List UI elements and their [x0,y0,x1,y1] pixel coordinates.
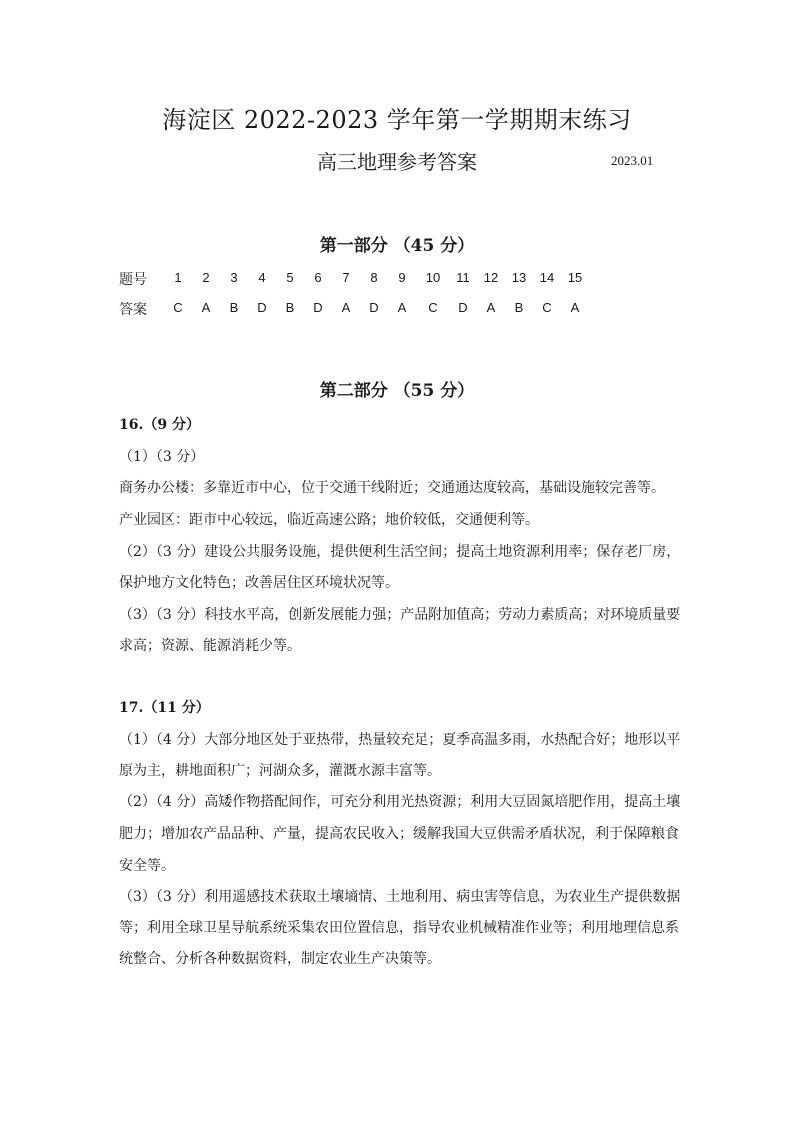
answer-label: 答案 [119,302,147,318]
answer-line: （2）（3 分）建设公共服务设施，提供便利生活空间；提高土地资源利用率；保存老厂房， [119,544,681,560]
question-number-cell: 15 [567,270,583,285]
question-number-label: 题号 [119,272,147,288]
question-number-cell: 13 [511,270,527,285]
answer-line: （2）（4 分）高矮作物搭配间作，可充分利用光热资源；利用大豆固氮培肥作用，提高土壤 [119,794,681,810]
answer-line: （1）（4 分）大部分地区处于亚热带，热量较充足；夏季高温多雨，水热配合好；地形以平 [119,732,681,748]
question-17-heading: 17.（11 分） [119,700,210,716]
question-number-cell: 2 [202,270,210,285]
question-number-cell: 3 [230,270,238,285]
answer-cell: B [229,300,239,315]
answer-cell: D [257,300,267,315]
question-number-cell: 8 [370,270,378,285]
question-number-cell: 11 [456,270,470,285]
answer-line: 产业园区：距市中心较远，临近高速公路；地价较低，交通便利等。 [119,512,539,528]
question-number-cell: 12 [483,270,499,285]
answer-line: 商务办公楼：多靠近市中心，位于交通干线附近；交通通达度较高，基础设施较完善等。 [119,480,665,496]
answer-line: 求高；资源、能源消耗少等。 [119,638,301,654]
answer-cell: D [458,300,468,315]
answer-cell: A [570,300,580,315]
answer-cell: B [285,300,295,315]
answer-cell: C [428,300,438,315]
part2-heading: 第二部分 （55 分） [319,381,475,401]
answer-cell: D [369,300,379,315]
answer-line: （3）（3 分）利用遥感技术获取土壤墒情、土地利用、病虫害等信息，为农业生产提供数据 [119,889,681,905]
answer-cell: A [486,300,496,315]
question-number-cell: 1 [174,270,182,285]
document-date: 2023.01 [611,153,654,168]
question-number-cell: 6 [314,270,322,285]
answer-cell: A [201,300,211,315]
answer-line: 安全等。 [119,858,175,874]
answer-line: 等；利用全球卫星导航系统采集农田位置信息，指导农业机械精准作业等；利用地理信息系 [119,920,679,936]
question-number-cell: 10 [425,270,441,285]
question-number-cell: 14 [539,270,555,285]
answer-line: （3）（3 分）科技水平高，创新发展能力强；产品附加值高；劳动力素质高；对环境质量要 [119,607,681,623]
answer-cell: D [313,300,323,315]
answer-cell: C [542,300,552,315]
question-number-cell: 7 [342,270,350,285]
answer-cell: B [514,300,524,315]
question-number-cell: 5 [286,270,294,285]
part1-heading: 第一部分 （45 分） [319,236,475,256]
document-subtitle: 高三地理参考答案 [317,150,477,174]
answer-line: 保护地方文化特色；改善居住区环境状况等。 [119,575,399,591]
question-number-cell: 4 [258,270,266,285]
answer-line: 肥力；增加农产品品种、产量，提高农民收入；缓解我国大豆供需矛盾状况，利于保障粮食 [119,826,679,842]
question-16-heading: 16.（9 分） [119,417,200,433]
answer-line: （1）（3 分） [119,449,205,465]
answer-line: 统整合、分析各种数据资料，制定农业生产决策等。 [119,951,441,967]
document-title: 海淀区 2022-2023 学年第一学期期末练习 [162,106,632,134]
answer-line: 原为主，耕地面积广；河湖众多，灌溉水源丰富等。 [119,763,441,779]
answer-cell: A [397,300,407,315]
question-number-cell: 9 [398,270,406,285]
answer-cell: C [173,300,183,315]
answer-cell: A [341,300,351,315]
